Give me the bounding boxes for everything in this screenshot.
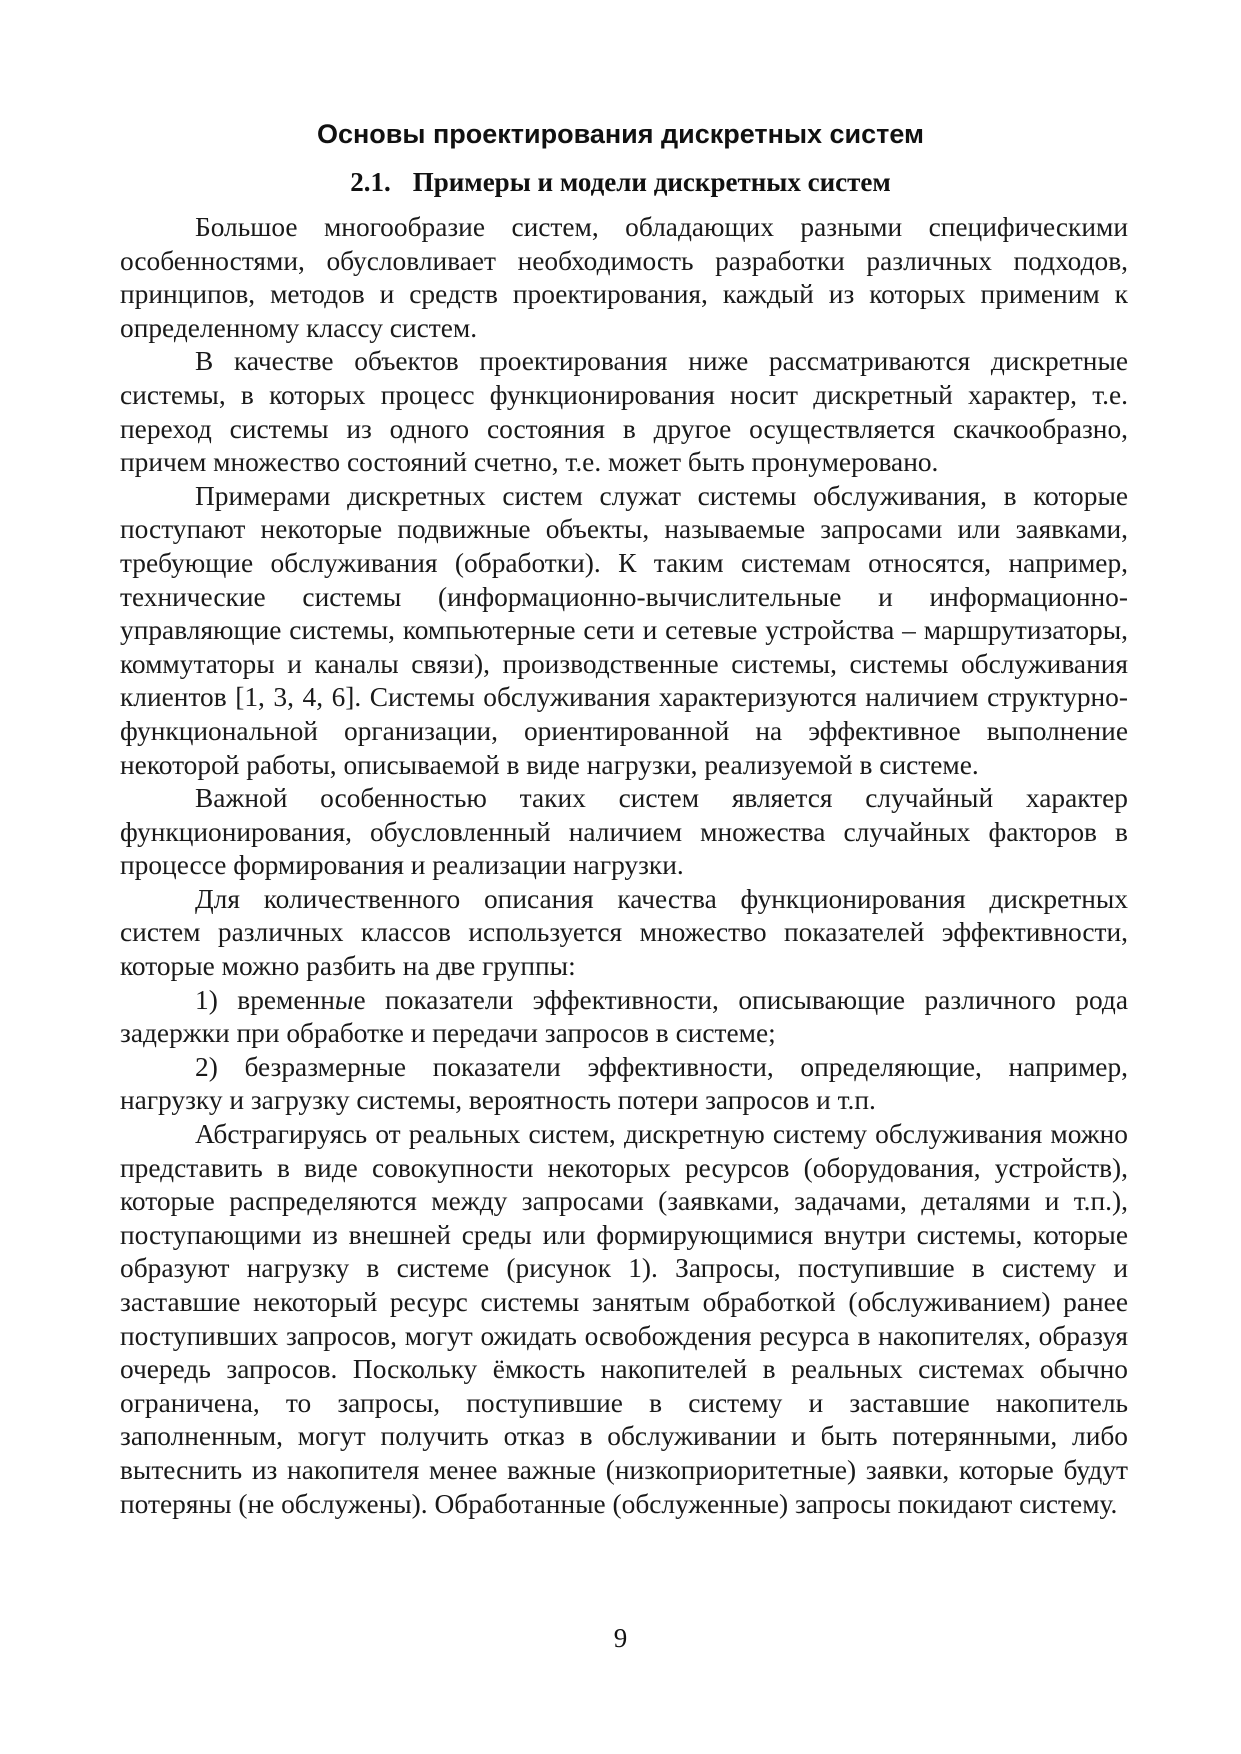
section-number: 2.1. [350, 167, 391, 197]
paragraph: Примерами дискретных систем служат системы обслуживания, в которые поступают некоторые подвижные объекты, называемые запросами или заявками, требующие обслуживания (обработки). К таким системам относятся, например, технические системы (информационно-вычислительные и информационно-управляющие системы, компьютерные сети и сетевые устройства – маршрутизаторы, коммутаторы и каналы связи), производственные системы, системы обслуживания клиентов [1, 3, 4, 6]. Системы обслуживания характеризуются наличием структурно-функциональной организации, ориентированной на эффективное выполнение некоторой работы, описываемой в виде нагрузки, реализуемой в системе. [120, 480, 1128, 780]
paragraph: Большое многообразие систем, обладающих разными специфическими особенностями, обусловливает необходимость разработки различных подходов, принципов, методов и средств проектирования, каждый из которых применим к определенному классу систем. [120, 212, 1128, 343]
paragraph: В качестве объектов проектирования ниже рассматриваются дискретные системы, в которых процесс функционирования носит дискретный характер, т.е. переход системы из одного состояния в другое осуществляется скачкообразно, причем множество состояний счетно, т.е. может быть пронумеровано. [120, 346, 1128, 478]
page-number: 9 [613, 1623, 628, 1653]
paragraph: Для количественного описания качества функционирования дискретных систем различных классов используется множество показателей эффективности, которые можно разбить на две группы: [120, 883, 1128, 982]
list-item-rest: е показатели эффективности, описывающие различного рода задержки при обработке и передачи запросов в системе; [120, 984, 1128, 1049]
body-text [120, 211, 1128, 1521]
list-item-italic: ы [334, 984, 354, 1015]
list-item-prefix: 1) временн [195, 984, 335, 1015]
paragraph: Абстрагируясь от реальных систем, дискретную систему обслуживания можно представить в виде совокупности некоторых ресурсов (оборудования, устройств), которые распределяются между запросами (заявками, задачами, деталями и т.п.), поступающими из внешней среды или формирующимися внутри системы, которые образуют нагрузку в системе (рисунок 1). Запросы, поступившие в систему и заставшие некоторый ресурс системы занятым обработкой (обслуживанием) ранее поступивших запросов, могут ожидать освобождения ресурса в накопителях, образуя очередь запросов. Поскольку ёмкость накопителей в реальных системах обычно ограничена, то запросы, поступившие в систему и заставшие накопитель заполненным, могут получить отказ в обслуживании и быть потерянными, либо вытеснить из накопителя менее важные (низкоприоритетные) заявки, которые будут потеряны (не обслужены). Обработанные (обслуженные) запросы покидают систему. [120, 1119, 1128, 1519]
chapter-title: Основы проектирования дискретных систем [316, 119, 925, 149]
section-title-text: Примеры и модели дискретных систем [412, 167, 891, 197]
list-item [120, 984, 1128, 1051]
section-title [0, 165, 1241, 199]
paragraph: Важной особенностью таких систем является случайный характер функционирования, обусловленный наличием множества случайных факторов в процессе формирования и реализации нагрузки. [120, 783, 1128, 881]
list-item: 2) безразмерные показатели эффективности, определяющие, например, нагрузку и загрузку системы, вероятность потери запросов и т.п. [120, 1051, 1128, 1116]
